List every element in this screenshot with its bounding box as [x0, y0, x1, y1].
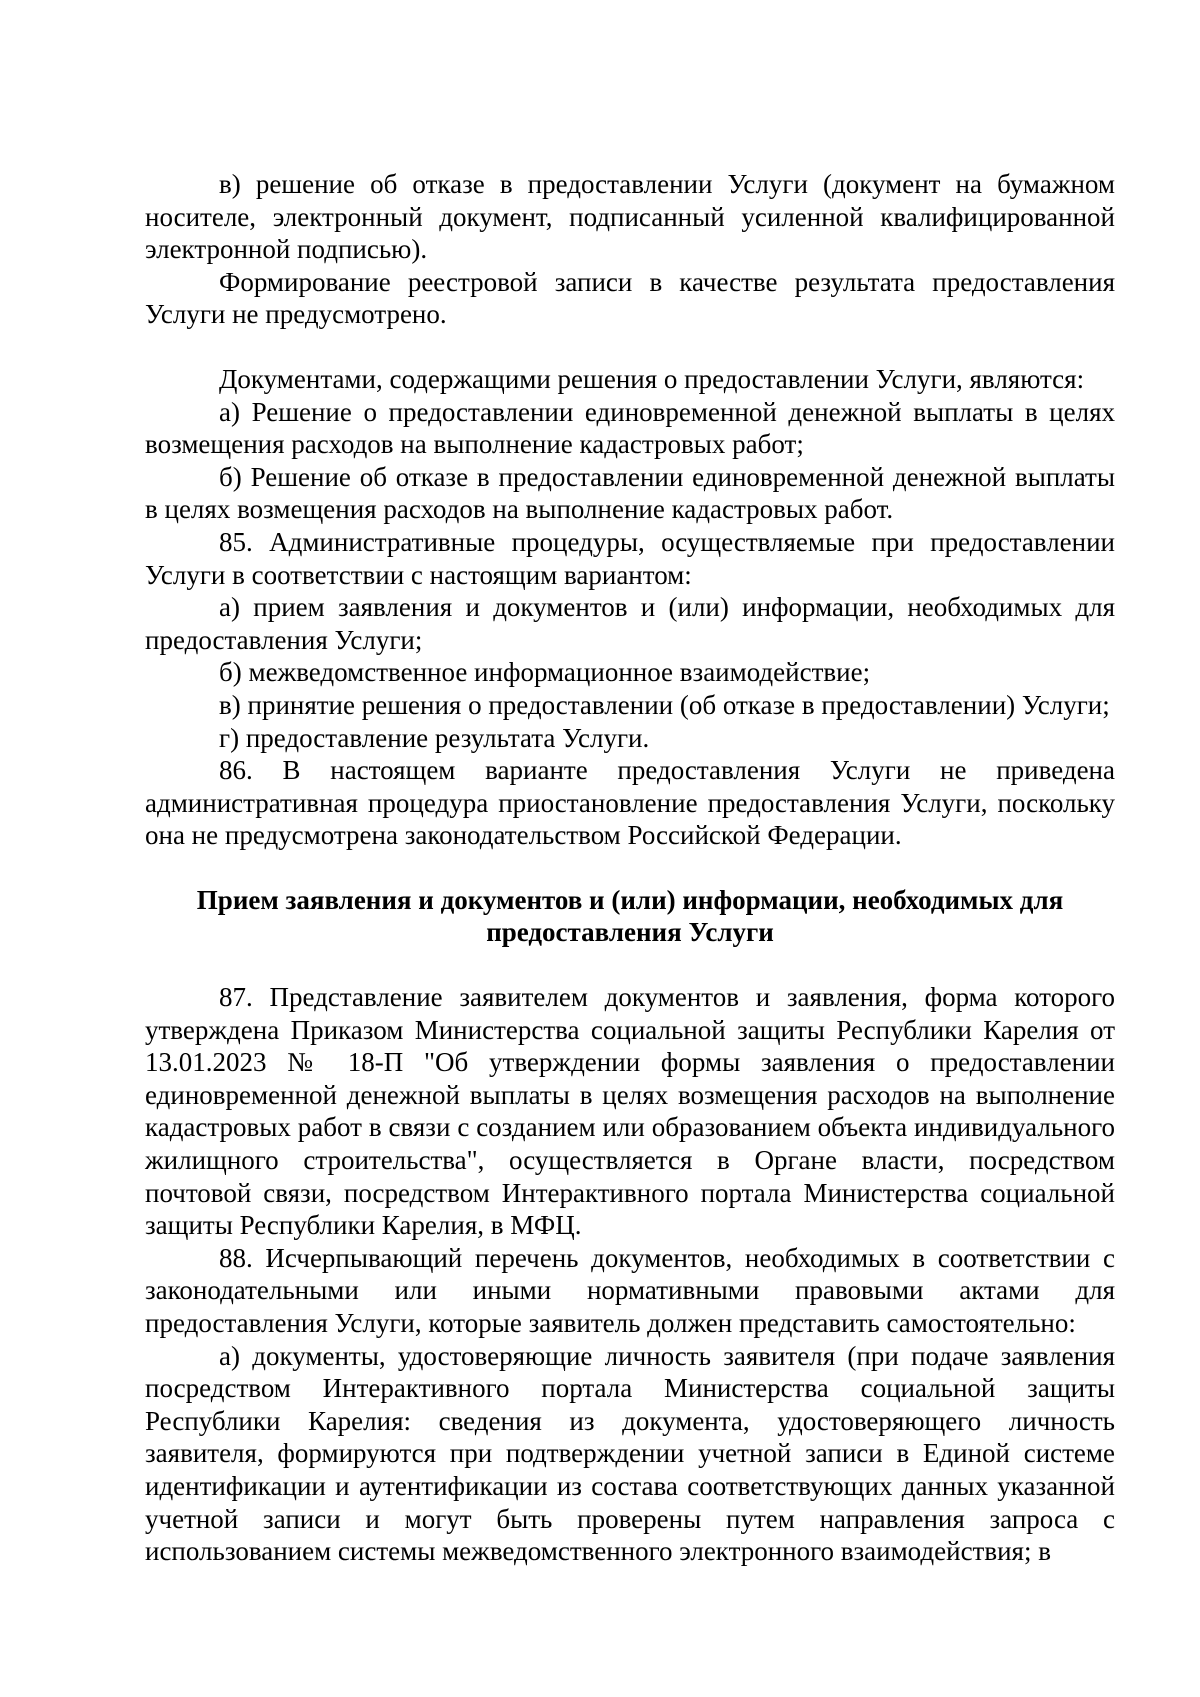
paragraph-spacer	[145, 331, 1115, 363]
list-item-88-a: а) документы, удостоверяющие личность заявителя (при подаче заявления посредством Интерактивного портала Министерства социальной защиты Республики Карелия: сведения из документа, удостоверяющего личность заявителя, формируются при подтверждении учетной записи в Единой системе идентификации и аутентификации из состава соответствующих данных указанной учетной записи и могут быть проверены путем направления запроса с использованием системы межведомственного электронного взаимодействия; в	[145, 1340, 1115, 1567]
paragraph-spacer	[145, 949, 1115, 981]
paragraph-88-documents-list: 88. Исчерпывающий перечень документов, необходимых в соответствии с законодательными или иными нормативными правовыми актами для предоставления Услуги, которые заявитель должен представить самостоятельно:	[145, 1242, 1115, 1338]
list-item-decision-refusal: б) Решение об отказе в предоставлении единовременной денежной выплаты в целях возмещения расходов на выполнение кадастровых работ.	[145, 461, 1115, 525]
paragraph-decision-documents-intro: Документами, содержащими решения о предоставлении Услуги, являются:	[219, 363, 1085, 394]
section-heading-line-1: Прием заявления и документов и (или) информации, необходимых для	[196, 884, 1064, 915]
list-item-85-b: б) межведомственное информационное взаимодействие;	[219, 657, 871, 688]
paragraph-86-suspension: 86. В настоящем варианте предоставления Услуги не приведена административная процедура приостановление предоставления Услуги, поскольку она не предусмотрена законодательством Российской Федерации.	[145, 755, 1115, 851]
list-item-85-v: в) принятие решения о предоставлении (об отказе в предоставлении) Услуги;	[219, 689, 1110, 720]
paragraph-registry-record: Формирование реестровой записи в качестве результата предоставления Услуги не предусмотрено.	[145, 266, 1115, 330]
list-item-decision-grant: а) Решение о предоставлении единовременной денежной выплаты в целях возмещения расходов на выполнение кадастровых работ;	[145, 396, 1115, 460]
document-page	[145, 168, 1115, 1568]
paragraph-85-procedures: 85. Административные процедуры, осуществляемые при предоставлении Услуги в соответствии с настоящим вариантом:	[145, 526, 1115, 590]
paragraph-87-submission: 87. Представление заявителем документов и заявления, форма которого утверждена Приказом Министерства социальной защиты Республики Карелия от 13.01.2023 № 18-П "Об утверждении формы заявления о предоставлении единовременной денежной выплаты в целях возмещения расходов на выполнение кадастровых работ в связи с созданием или образованием объекта индивидуального жилищного строительства", осуществляется в Органе власти, посредством почтовой связи, посредством Интерактивного портала Министерства социальной защиты Республики Карелия, в МФЦ.	[145, 982, 1115, 1241]
paragraph-spacer	[145, 852, 1115, 884]
list-item-85-a: а) прием заявления и документов и (или) информации, необходимых для предоставления Услуги;	[145, 592, 1115, 655]
paragraph-result-refusal: в) решение об отказе в предоставлении Услуги (документ на бумажном носителе, электронный документ, подписанный усиленной квалифицированной электронной подписью).	[145, 169, 1115, 265]
list-item-85-g: г) предоставление результата Услуги.	[219, 722, 650, 753]
section-heading	[145, 884, 1115, 949]
section-heading-line-2: предоставления Услуги	[486, 917, 774, 948]
